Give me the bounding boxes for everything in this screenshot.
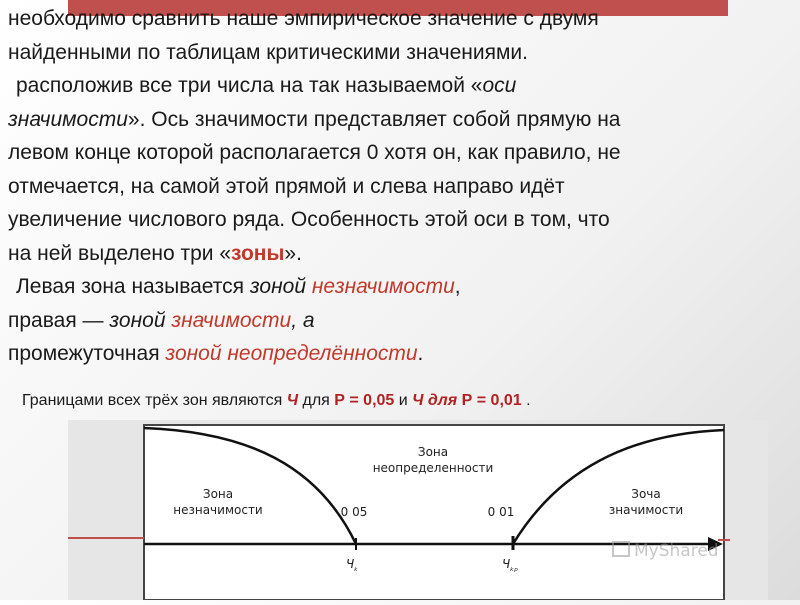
body-line-2: найденными по таблицам критическими значениями. — [8, 40, 528, 64]
body-line-8-text: на ней выделено три « — [8, 241, 232, 265]
body-line-4 — [8, 103, 788, 137]
bounds-text-3: и — [394, 392, 413, 409]
zone-bounds-text — [22, 392, 531, 410]
tick-label-005: 0 05 — [340, 505, 368, 519]
critical-value-2-sub: ₖₚ — [510, 564, 518, 574]
zone-left-label-1: Зона — [202, 487, 234, 501]
bounds-text-2: для — [298, 392, 335, 409]
body-line-8 — [8, 237, 788, 271]
body-line-11-end: . — [417, 342, 424, 365]
bounds-value-2: Р = 0,01 — [461, 392, 522, 409]
term-zones: зоны — [231, 241, 285, 265]
watermark-text: MyShared — [634, 541, 719, 561]
zone-right-label-2: значимости — [608, 503, 684, 517]
body-line-9-text: Левая зона называется — [16, 275, 250, 298]
body-line-4-text: ». Ось значимости представляет собой прямую на — [127, 107, 621, 131]
body-line-1: необходимо сравнить наше эмпирическое значение с двумя — [8, 7, 599, 30]
body-line-11 — [8, 337, 788, 371]
body-line-9-end: , — [454, 275, 461, 298]
critical-value-1-symbol: Ч — [345, 557, 355, 571]
body-line-11-text: промежуточная — [8, 342, 166, 365]
zone-middle-label-2: неопределенности — [372, 461, 494, 475]
term-significance: значимости — [8, 107, 128, 131]
body-line-7: увеличение числового ряда. Особенность этой оси в том, что — [8, 208, 610, 231]
body-line-6: отмечается, на самой этой прямой и слева направо идёт — [8, 174, 565, 198]
zone-left-label-2: незначимости — [173, 503, 263, 517]
bounds-text-1: Границами всех трёх зон являются — [22, 392, 287, 409]
body-line-5: левом конце которой располагается 0 хотя он, как правило, не — [8, 141, 621, 164]
bounds-symbol-2: Ч для — [412, 392, 458, 409]
body-line-9 — [8, 270, 788, 304]
diagram-svg — [68, 420, 768, 600]
body-line-10-end: , а — [291, 308, 315, 332]
bounds-symbol-1: Ч — [286, 392, 299, 409]
critical-value-2-symbol: Ч — [502, 557, 511, 571]
critical-value-1-sub: ₖ — [354, 564, 359, 574]
term-insignificance: незначимости — [311, 275, 455, 298]
zone-right-label-1: Зоча — [631, 487, 661, 501]
significance-axis-diagram — [68, 420, 768, 600]
term-uncertainty: зоной неопределённости — [165, 342, 418, 365]
bounds-value-1: Р = 0,05 — [334, 392, 395, 409]
zone-middle-label-1: Зона — [417, 445, 449, 459]
body-line-10-text: правая — — [8, 308, 110, 332]
term-zone-word-2: зоной — [109, 308, 172, 332]
bounds-text-4: . — [521, 392, 531, 409]
term-axis: оси — [482, 74, 517, 97]
slide-body-text — [8, 7, 788, 371]
tick-label-001: 0 01 — [487, 505, 515, 519]
term-zone-word-1: зоной — [249, 275, 312, 298]
term-significance-zone: значимости — [171, 308, 292, 332]
body-line-10 — [8, 304, 788, 338]
body-line-8-end: ». — [284, 241, 302, 265]
body-line-3-text: расположив все три числа на так называемой « — [16, 74, 483, 97]
body-line-3 — [8, 69, 788, 103]
